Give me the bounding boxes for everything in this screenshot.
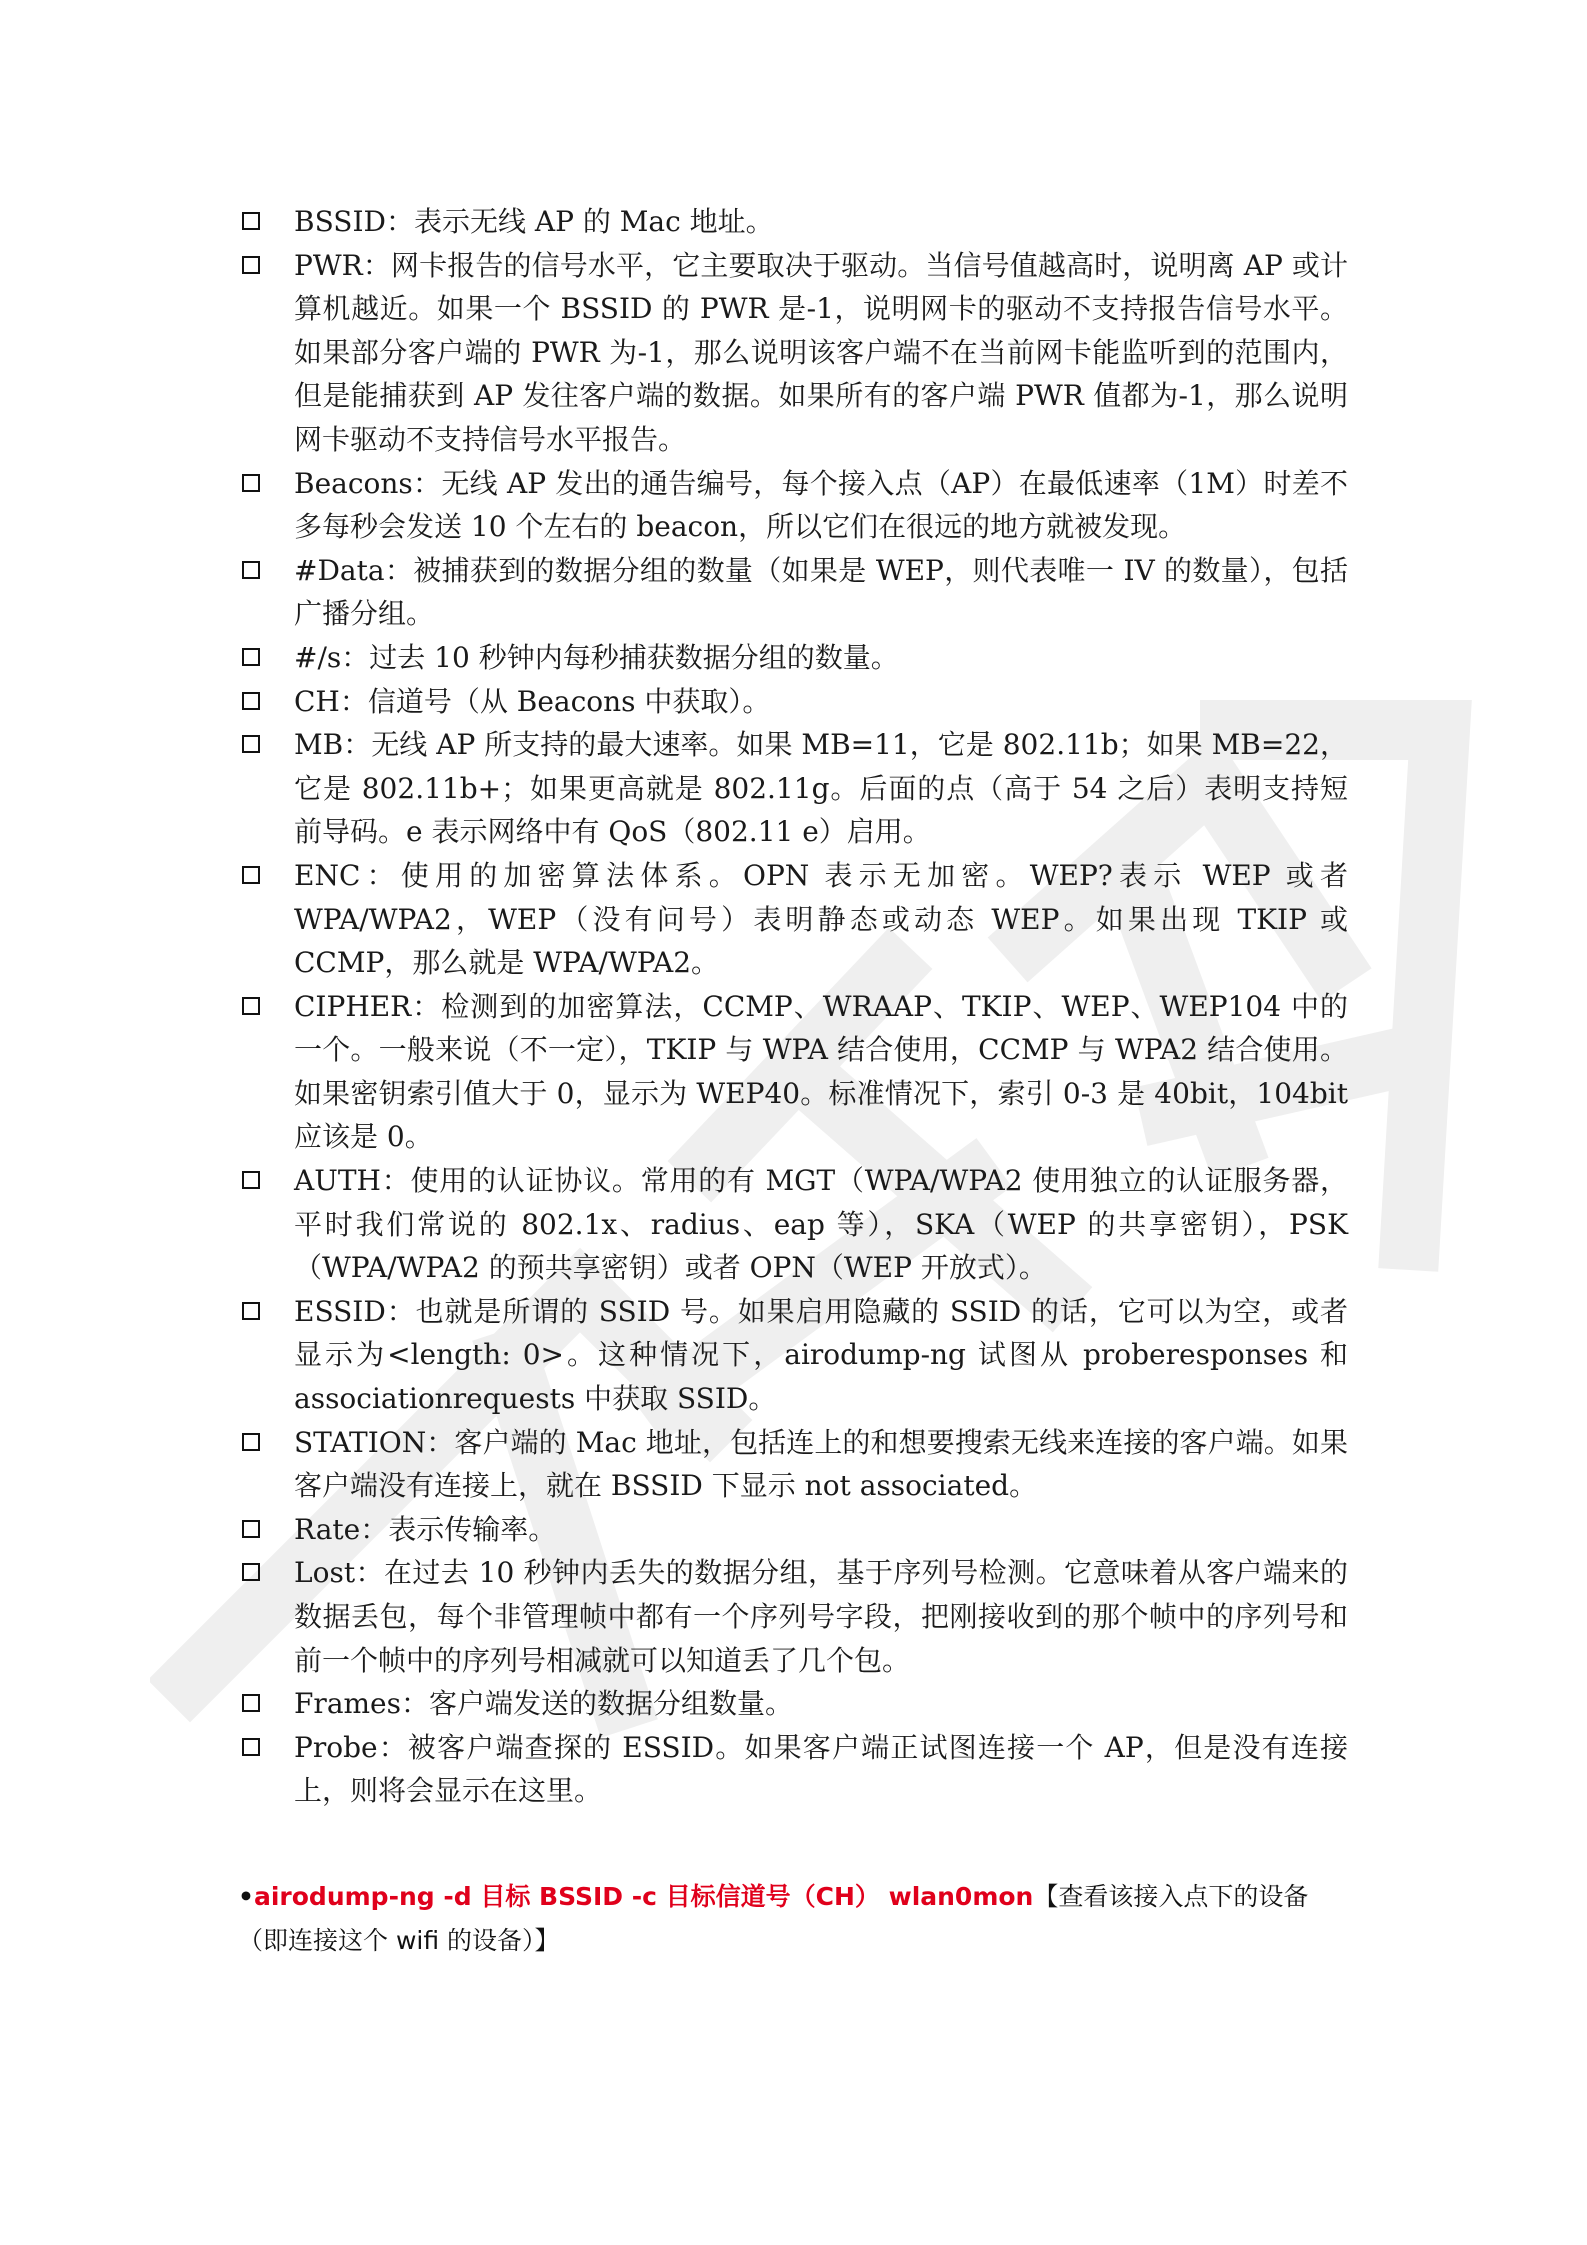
command-note: 【查看该接入点下的设备（即连接这个 wifi 的设备）】 bbox=[238, 1881, 1309, 1955]
list-item-text: CH：信道号（从 Beacons 中获取）。 bbox=[294, 684, 771, 718]
checkbox-bullet-icon bbox=[242, 1738, 260, 1756]
list-item-text: #/s：过去 10 秒钟内每秒捕获数据分组的数量。 bbox=[294, 640, 899, 674]
checkbox-bullet-icon bbox=[242, 1520, 260, 1538]
list-item bbox=[238, 1726, 1348, 1813]
list-item bbox=[238, 636, 1348, 680]
list-item-text: MB：无线 AP 所支持的最大速率。如果 MB=11，它是 802.11b；如果 MB=22，它是 802.11b+；如果更高就是 802.11g。后面的点（高于 54 之后）表明支持短前导码。e 表示网络中有 QoS（802.11 e）启用。 bbox=[294, 728, 1348, 849]
list-item bbox=[238, 549, 1348, 636]
list-item-text: Beacons：无线 AP 发出的通告编号，每个接入点（AP）在最低速率（1M）时差不多每秒会发送 10 个左右的 beacon，所以它们在很远的地方就被发现。 bbox=[294, 466, 1348, 544]
checkbox-bullet-icon bbox=[242, 1563, 260, 1581]
list-item-text: CIPHER：检测到的加密算法，CCMP、WRAAP、TKIP、WEP、WEP104 中的一个。一般来说（不一定），TKIP 与 WPA 结合使用，CCMP 与 WPA2 结合使用。如果密钥索引值大于 0，显示为 WEP40。标准情况下，索引 0-3 是 40bit，104bit 应该是 0。 bbox=[294, 989, 1348, 1154]
list-item bbox=[238, 1508, 1348, 1552]
checkbox-bullet-icon bbox=[242, 997, 260, 1015]
list-item bbox=[238, 244, 1348, 462]
checkbox-bullet-icon bbox=[242, 1694, 260, 1712]
list-item bbox=[238, 680, 1348, 724]
checkbox-bullet-icon bbox=[242, 474, 260, 492]
list-item-text: AUTH：使用的认证协议。常用的有 MGT（WPA/WPA2 使用独立的认证服务器，平时我们常说的 802.1x、radius、eap 等），SKA（WEP 的共享密钥），PSK（WPA/WPA2 的预共享密钥）或者 OPN（WEP 开放式）。 bbox=[294, 1164, 1348, 1285]
list-item bbox=[238, 462, 1348, 549]
list-item bbox=[238, 200, 1348, 244]
checkbox-bullet-icon bbox=[242, 1302, 260, 1320]
list-item-text: ESSID：也就是所谓的 SSID 号。如果启用隐藏的 SSID 的话，它可以为空，或者显示为<length: 0>。这种情况下，airodump-ng 试图从 proberesponses 和 associationrequests 中获取 SSID。 bbox=[294, 1294, 1348, 1416]
list-item bbox=[238, 1551, 1348, 1682]
list-item-text: BSSID：表示无线 AP 的 Mac 地址。 bbox=[294, 205, 774, 238]
list-item-text: Probe：被客户端查探的 ESSID。如果客户端正试图连接一个 AP，但是没有连接上，则将会显示在这里。 bbox=[294, 1730, 1348, 1808]
list-item bbox=[238, 1421, 1348, 1508]
list-item-text: Lost：在过去 10 秒钟内丢失的数据分组，基于序列号检测。它意味着从客户端来的数据丢包，每个非管理帧中都有一个序列号字段，把刚接收到的那个帧中的序列号和前一个帧中的序列号相减就可以知道丢了几个包。 bbox=[294, 1556, 1348, 1677]
checkbox-bullet-icon bbox=[242, 212, 260, 230]
checkbox-bullet-icon bbox=[242, 866, 260, 884]
list-item-text: PWR：网卡报告的信号水平，它主要取决于驱动。当信号值越高时，说明离 AP 或计算机越近。如果一个 BSSID 的 PWR 是-1，说明网卡的驱动不支持报告信号水平。如果部分客户端的 PWR 为-1，那么说明该客户端不在当前网卡能监听到的范围内，但是能捕获到 AP 发往客户端的数据。如果所有的客户端 PWR 值都为-1，那么说明网卡驱动不支持信号水平报告。 bbox=[294, 248, 1348, 456]
list-item-text: ENC：使用的加密算法体系。OPN 表示无加密。WEP?表示 WEP 或者 WPA/WPA2，WEP（没有问号）表明静态或动态 WEP。如果出现 TKIP 或 CCMP，那么就是 WPA/WPA2。 bbox=[294, 858, 1348, 980]
command-text: airodump-ng -d 目标 BSSID -c 目标信道号（CH） wlan0mon bbox=[253, 1881, 1034, 1911]
checkbox-bullet-icon bbox=[242, 256, 260, 274]
command-bullet: • bbox=[238, 1881, 254, 1911]
checkbox-bullet-icon bbox=[242, 735, 260, 753]
checkbox-bullet-icon bbox=[242, 561, 260, 579]
list-item bbox=[238, 1290, 1348, 1421]
checkbox-bullet-icon bbox=[242, 692, 260, 710]
document-body bbox=[238, 200, 1348, 1963]
list-item bbox=[238, 1682, 1348, 1726]
command-paragraph bbox=[238, 1875, 1348, 1963]
checkbox-bullet-icon bbox=[242, 1433, 260, 1451]
list-item-text: STATION：客户端的 Mac 地址，包括连上的和想要搜索无线来连接的客户端。如果客户端没有连接上，就在 BSSID 下显示 not associated。 bbox=[294, 1425, 1348, 1503]
list-item-text: Rate：表示传输率。 bbox=[294, 1512, 557, 1546]
list-item bbox=[238, 1159, 1348, 1290]
list-item bbox=[238, 854, 1348, 985]
field-definition-list bbox=[238, 200, 1348, 1813]
list-item-text: #Data：被捕获到的数据分组的数量（如果是 WEP，则代表唯一 IV 的数量），包括广播分组。 bbox=[294, 553, 1348, 631]
list-item-text: Frames：客户端发送的数据分组数量。 bbox=[294, 1687, 793, 1721]
list-item bbox=[238, 985, 1348, 1159]
checkbox-bullet-icon bbox=[242, 648, 260, 666]
list-item bbox=[238, 723, 1348, 854]
checkbox-bullet-icon bbox=[242, 1171, 260, 1189]
